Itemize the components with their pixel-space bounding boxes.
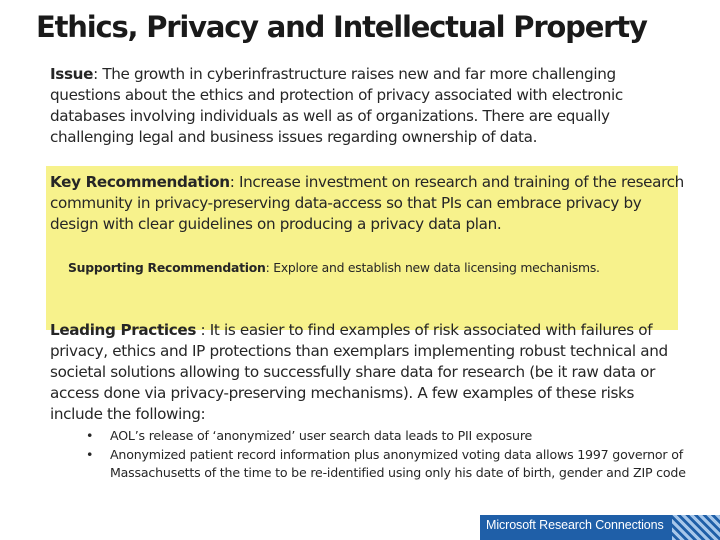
- footer-logo-text: Microsoft Research Connections: [486, 518, 664, 532]
- issue-label: Issue: [50, 65, 94, 83]
- supporting-recommendation-paragraph: [68, 259, 628, 277]
- stripes-icon: [672, 515, 720, 540]
- list-item: [86, 446, 686, 483]
- bullet-icon: •: [86, 428, 94, 443]
- list-item-text: Anonymized patient record information plus anonymized voting data allows 1997 governor of Massachusetts of the time to be re-identified using only his date of birth, gender and ZIP code: [110, 446, 686, 480]
- bullet-icon: •: [86, 446, 94, 462]
- issue-text: : The growth in cyberinfrastructure raises new and far more challenging questions about the ethics and protection of privacy associated with electronic databases involving individuals as well as of organizations. There are equally challenging legal and business issues regarding ownership of data.: [50, 65, 623, 146]
- key-recommendation-label: Key Recommendation: [50, 173, 230, 191]
- leading-practices-label: Leading Practices: [50, 321, 197, 339]
- key-recommendation-text: : Increase investment on research and training of the research community in privacy-preserving data-access so that PIs can embrace privacy by design with clear guidelines on producing a privacy data plan.: [50, 173, 684, 233]
- issue-paragraph: [50, 64, 686, 148]
- risk-examples-list: [86, 427, 686, 483]
- supporting-recommendation-label: Supporting Recommendation: [68, 260, 266, 275]
- supporting-recommendation-text: : Explore and establish new data licensing mechanisms.: [265, 260, 600, 275]
- leading-practices-text: : It is easier to find examples of risk associated with failures of privacy, ethics and IP protections than exemplars implementing robust technical and societal solutions allowing to successfully share data for research (be it raw data or access done via privacy-preserving mechanisms). A few examples of these risks include the following:: [50, 321, 668, 423]
- leading-practices-paragraph: [50, 320, 690, 425]
- list-item: [86, 427, 686, 446]
- key-recommendation-paragraph: [50, 172, 686, 235]
- list-item-text: AOL’s release of ‘anonymized’ user search data leads to PII exposure: [110, 428, 533, 443]
- slide-title: Ethics, Privacy and Intellectual Property: [36, 10, 647, 44]
